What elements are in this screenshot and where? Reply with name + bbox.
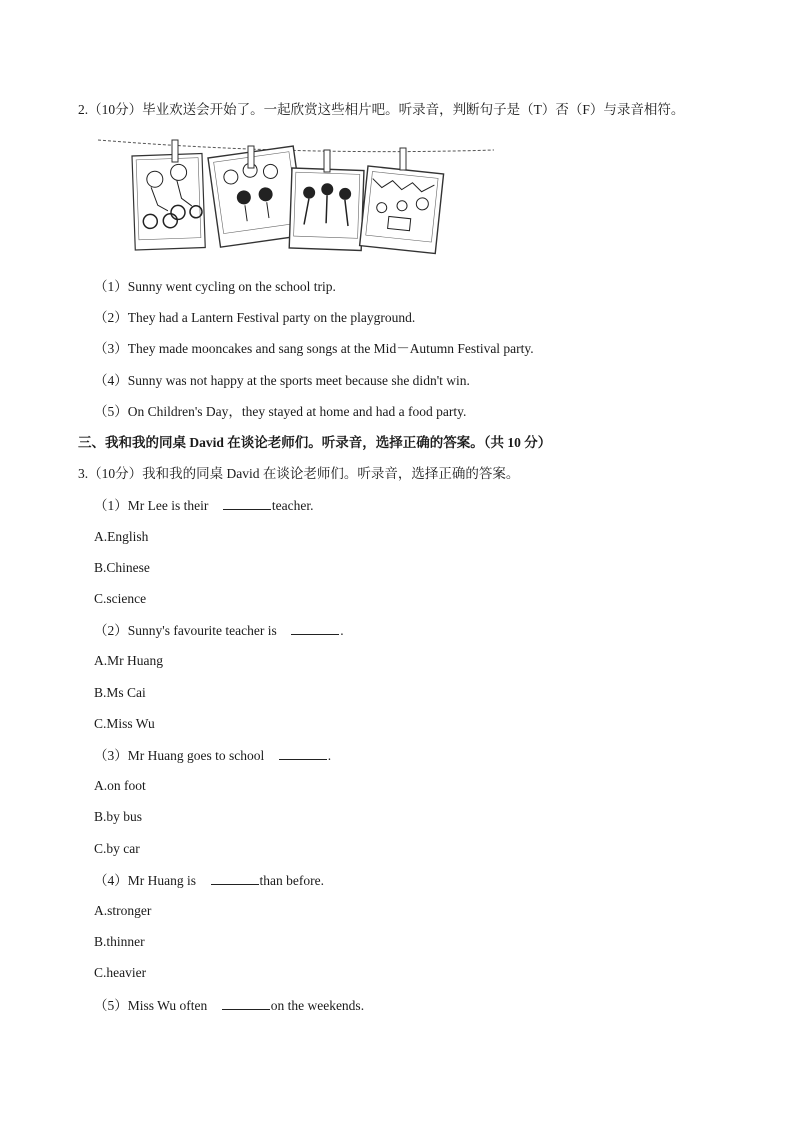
q3-3-option-b: B.by bus <box>94 809 143 824</box>
clothespin-3 <box>324 150 330 172</box>
q3-question-3 <box>94 746 331 765</box>
answer-blank[interactable] <box>291 621 339 635</box>
q2-item-1: （1）Sunny went cycling on the school trip. <box>94 279 336 294</box>
question-text: （3）Mr Huang goes to school <box>94 748 265 763</box>
q3-1-option-b: B.Chinese <box>94 560 150 575</box>
q3-1-option-a: A.English <box>94 529 149 544</box>
answer-blank[interactable] <box>211 871 259 885</box>
q3-question-2 <box>94 621 344 640</box>
clothespin-4 <box>400 148 406 170</box>
q2-heading: 2.（10分）毕业欢送会开始了。一起欣赏这些相片吧。听录音，判断句子是（T）否（F）与录音相符。 <box>78 102 685 117</box>
question-text: （5）Miss Wu often <box>94 998 208 1013</box>
q3-2-option-a: A.Mr Huang <box>94 653 163 668</box>
food-party-photo <box>360 166 444 254</box>
q3-2-option-c: C.Miss Wu <box>94 716 155 731</box>
answer-blank[interactable] <box>279 746 327 760</box>
photo-line-illustration <box>96 128 496 264</box>
q3-4-option-a: A.stronger <box>94 903 152 918</box>
q3-4-option-b: B.thinner <box>94 934 145 949</box>
q3-question-5 <box>94 996 364 1015</box>
question-text-end: . <box>327 748 332 763</box>
sports-meet-photo <box>289 168 364 250</box>
q3-1-option-c: C.science <box>94 591 147 606</box>
q3-question-1 <box>94 496 313 515</box>
question-text-end: than before. <box>259 873 324 888</box>
cycling-photo <box>132 154 205 250</box>
question-text: （1）Mr Lee is their <box>94 498 209 513</box>
question-text-end: . <box>340 623 344 638</box>
question-text-end: on the weekends. <box>270 998 365 1013</box>
question-text: （2）Sunny's favourite teacher is <box>94 623 277 638</box>
q3-3-option-c: C.by car <box>94 841 140 856</box>
answer-blank[interactable] <box>223 496 271 510</box>
question-text-end: teacher. <box>271 498 314 513</box>
clothespin-1 <box>172 140 178 162</box>
q3-3-option-a: A.on foot <box>94 778 146 793</box>
answer-blank[interactable] <box>222 996 270 1010</box>
q3-4-option-c: C.heavier <box>94 965 147 980</box>
q3-2-option-b: B.Ms Cai <box>94 685 146 700</box>
q3-question-4 <box>94 871 324 890</box>
q2-item-2: （2）They had a Lantern Festival party on the playground. <box>94 310 416 325</box>
q2-item-4: （4）Sunny was not happy at the sports meet because she didn't win. <box>94 373 470 388</box>
clothespin-2 <box>248 146 254 168</box>
q2-item-5: （5）On Children's Day，they stayed at home and had a food party. <box>94 404 467 419</box>
q3-heading: 3.（10分）我和我的同桌 David 在谈论老师们。听录音，选择正确的答案。 <box>78 466 520 481</box>
question-text: （4）Mr Huang is <box>94 873 196 888</box>
q2-item-3: （3）They made mooncakes and sang songs at the Mid－Autumn Festival party. <box>94 341 534 356</box>
section-3-title: 三、我和我的同桌 David 在谈论老师们。听录音，选择正确的答案。（共 10 分） <box>78 435 552 450</box>
